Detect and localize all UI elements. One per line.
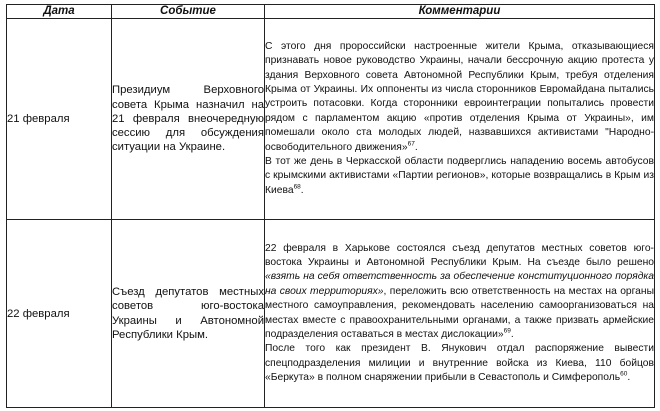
event-cell: Президиум Верховного совета Крыма назначил на 21 февраля внеочередную сессию для обсуждения ситуации на Украине. <box>112 19 265 220</box>
chronology-table <box>6 4 655 408</box>
comment-paragraph: После того как президент В. Янукович отдал распоряжение вывести спецподразделения милиции и внутренние войска из Киева, 110 бойцов «Беркута» в полном снаряжении прибыли в Севастополь и Симферополь$^{60}$. <box>265 343 654 383</box>
comment-cell <box>265 19 655 220</box>
table-header-row <box>7 5 655 19</box>
footnote-ref: 68 <box>293 183 301 191</box>
comment-paragraph: С этого дня пророссийски настроенные жители Крыма, отказывающиеся признавать новое руководство Украины, начали бессрочную акцию протеста у здания Верховного совета Автономной Республики Крым, требуя отделения Крыма от Украины. Их оппоненты из числа сторонников Евромайдана пытались устроить потасовки. Когда сторонники евроинтеграции попытались провести рядом с парламентом акцию «против отделения Крыма от Украины», им помешали около ста молодых людей, назвавшихся активистами "Народно-освободительного движения»$^{67}$. <box>265 41 654 153</box>
table-row <box>7 19 655 220</box>
footnote-ref: 69 <box>503 327 511 335</box>
event-cell: Съезд депутатов местных советов юго-востока Украины и Автономной Республики Крым. <box>112 220 265 408</box>
date-cell: 21 февраля <box>7 19 112 220</box>
comment-cell <box>265 220 655 408</box>
quoted-decision: «взять на себя ответственность за обеспечение конституционного порядка на своих территориях» <box>265 271 654 297</box>
header-date: Дата <box>7 5 112 19</box>
date-cell: 22 февраля <box>7 220 112 408</box>
footnote-ref: 67 <box>407 140 415 148</box>
table-row <box>7 220 655 408</box>
comment-paragraph: В тот же день в Черкасской области подверглись нападению восемь автобусов с крымскими активистами «Партии регионов», которые возвращались в Крым из Киева$^{68}$. <box>265 155 654 196</box>
header-comment: Комментарии <box>265 5 655 19</box>
header-event: Событие <box>112 5 265 19</box>
footnote-ref: 60 <box>620 370 628 378</box>
comment-paragraph: 22 февраля в Харькове состоялся съезд депутатов местных советов юго-востока Украины и Автономной Республики Крым. На съезде было решено «взять на себя ответственность за обеспечение конституционного порядка на своих территориях», переложить всю ответственность на местах на органы местного самоуправления, рекомендовать населению самоорганизоваться на местах вместе с правоохранительными органами, а также призвать армейские подразделения оставаться в местах дислокации»$^{69}$. <box>265 242 654 340</box>
